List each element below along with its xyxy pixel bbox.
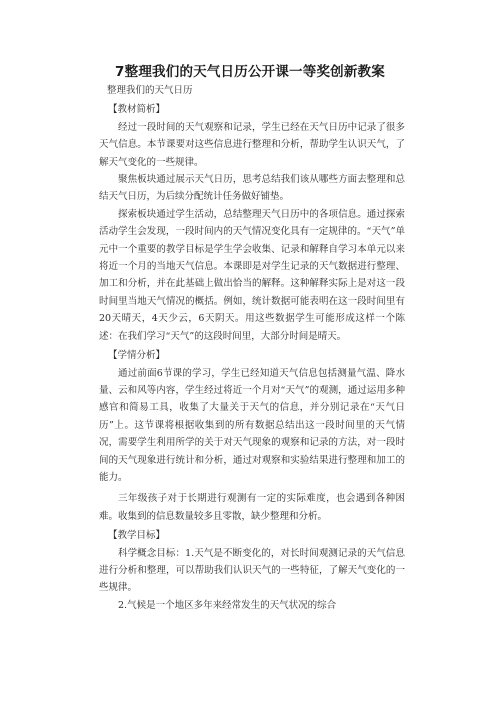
section-heading-goals: 【教学目标】 (108, 530, 166, 542)
paragraph: 科学概念目标：1.天气是不断变化的，对长时间观测记录的天气信息进行分析和整理，可以帮助我们认识天气的一些特征，了解天气变化的一些规律。 (99, 547, 405, 594)
document-title: 7整理我们的天气日历公开课一等奖创新教案 (115, 64, 385, 80)
section-heading-textbook: 【教材简析】 (108, 104, 166, 116)
document-body (99, 82, 405, 614)
paragraph: 经过一段时间的天气观察和记录，学生已经在天气日历中记录了很多天气信息。本节课要对这些信息进行整理和分析，帮助学生认识天气，了解天气变化的一些规律。 (99, 121, 405, 168)
paragraph: 2.气候是一个地区多年来经常发生的天气状况的综合 (118, 599, 337, 611)
lesson-subtitle: 整理我们的天气日历 (107, 85, 193, 96)
paragraph: 三年级孩子对于长期进行观测有一定的实际难度，也会遇到各种困难。收集到的信息数量较多且零散，缺少整理和分析。 (99, 493, 405, 522)
section-heading-learner: 【学情分析】 (108, 350, 166, 362)
paragraph: 探索板块通过学生活动，总结整理天气日历中的各项信息。通过探索活动学生会发现，一段时间内的天气情况变化具有一定规律的。“天气”单元中一个重要的教学目标是学生学会收集、记录和解释自学习本单元以来将近一个月的当地天气信息。本课即是对学生记录的天气数据进行整理、加工和分析，并在此基础上做出恰当的解释。这种解释实际上是对这一段时间里当地天气情况的概括。例如，统计数据可能表明在这一段时间里有20天晴天，4天少云，6天阴天。用这些数据学生可能形成这样一个陈述：在我们学习“天气”的这段时间里，大部分时间是晴天。 (99, 208, 405, 342)
paragraph: 聚焦板块通过展示天气日历，思考总结我们该从哪些方面去整理和总结天气日历，为后续分配统计任务做好铺垫。 (99, 174, 405, 203)
paragraph: 通过前面6节课的学习，学生已经知道天气信息包括测量气温、降水量、云和风等内容，学生经过将近一个月对“天气”的观测，通过运用多种感官和简易工具，收集了大量关于天气的信息，并分别记录在“天气日历”上。这节课将根据收集到的所有数据总结出这一段时间里的天气情况，需要学生利用所学的关于对天气现象的观察和记录的方法，对一段时间的天气现象进行统计和分析，通过对观察和实验结果进行整理和加工的能力。 (99, 367, 405, 483)
